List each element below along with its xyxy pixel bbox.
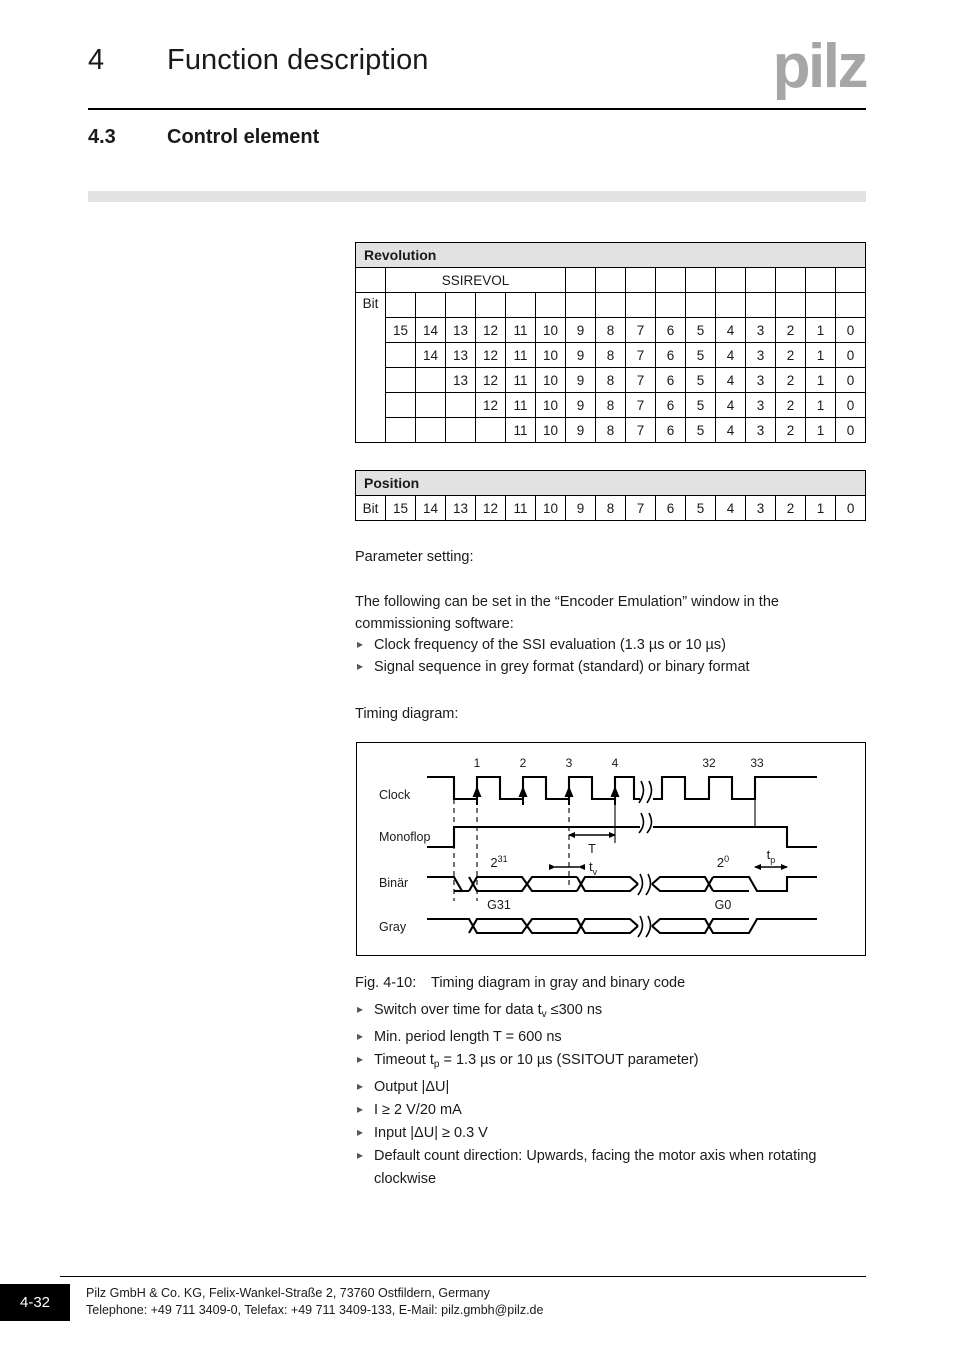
bit-cell: 4 (716, 418, 746, 443)
bit-cell: 1 (806, 318, 836, 343)
empty-cell (746, 268, 776, 293)
bit-cell: 9 (566, 343, 596, 368)
list-item: ▸ Switch over time for data $t_v \le 300$ ns (355, 999, 867, 1026)
signal-label-binar: Binär (379, 876, 409, 890)
empty-cell (416, 393, 446, 418)
empty-cell (836, 268, 866, 293)
bit-cell: 0 (836, 318, 866, 343)
empty-cell (446, 418, 476, 443)
pilz-logo: pilz (772, 32, 866, 101)
bit-cell: 13 (446, 318, 476, 343)
bit-cell: 2 (776, 343, 806, 368)
bit-cell: 8 (596, 368, 626, 393)
binary-lsb-label: $2^0$ (716, 854, 730, 870)
empty-cell (776, 293, 806, 318)
empty-cell (746, 293, 776, 318)
empty-cell (626, 268, 656, 293)
bit-cell: 7 (626, 496, 656, 521)
empty-cell (656, 268, 686, 293)
bit-cell: 11 (506, 368, 536, 393)
table-row (356, 471, 866, 496)
monoflop-break-icon (639, 813, 651, 833)
bit-cell: 2 (776, 318, 806, 343)
empty-cell (476, 418, 506, 443)
bit-cell: 1 (806, 496, 836, 521)
bit-cell: 4 (716, 343, 746, 368)
bit-cell: 3 (746, 318, 776, 343)
revolution-table (355, 242, 866, 443)
list-item: ▸ Signal sequence in grey format (standard) or binary format (355, 656, 867, 678)
empty-cell (386, 418, 416, 443)
settings-bullet-list (355, 634, 867, 678)
empty-cell (386, 343, 416, 368)
figure-caption-label: Fig. 4-10: (355, 975, 417, 991)
table-row (356, 418, 866, 443)
empty-cell (446, 393, 476, 418)
bit-cell: 10 (536, 343, 566, 368)
signal-label-monoflop: Monoflop (379, 830, 431, 844)
bit-cell: 10 (536, 418, 566, 443)
signal-label-gray: Gray (379, 920, 407, 934)
bit-cell: 1 (806, 343, 836, 368)
bit-cell: 12 (476, 393, 506, 418)
bit-cell: 15 (386, 318, 416, 343)
switchtime-dimension (555, 859, 598, 877)
position-table-title: Position (356, 471, 866, 496)
timing-diagram-svg (357, 743, 863, 953)
empty-cell (476, 293, 506, 318)
empty-cell (356, 268, 386, 293)
bit-cell: 9 (566, 318, 596, 343)
empty-cell (536, 293, 566, 318)
chapter-number: 4 (88, 44, 105, 76)
bit-cell: 14 (416, 318, 446, 343)
timing-diagram-label: Timing diagram: (355, 706, 459, 722)
position-table (355, 470, 866, 521)
bit-cell: 14 (416, 496, 446, 521)
list-item: ▸ I ≥ 2 V/20 mA (355, 1099, 867, 1122)
empty-cell (776, 268, 806, 293)
bit-cell: 6 (656, 368, 686, 393)
bit-cell: 8 (596, 343, 626, 368)
footer-line-2: Telephone: +49 711 3409-0, Telefax: +49 711 3409-133, E-Mail: pilz.gmbh@pilz.de (86, 1303, 544, 1317)
list-item: ▸ Input |ΔU| ≥ 0.3 V (355, 1122, 867, 1145)
page-number-badge: 4-32 (0, 1284, 70, 1321)
bit-cell: 2 (776, 393, 806, 418)
empty-cell (716, 268, 746, 293)
empty-cell (566, 293, 596, 318)
gray-msb-label: G31 (487, 898, 511, 912)
signal-labels (379, 788, 430, 934)
bit-cell: 12 (476, 368, 506, 393)
subscript: v (541, 1009, 547, 1020)
revolution-table-title: Revolution (356, 243, 866, 268)
bit-cell: 4 (716, 393, 746, 418)
monoflop-waveform (427, 827, 817, 847)
bit-cell: 8 (596, 496, 626, 521)
table-row (356, 496, 866, 521)
bit-cell: 5 (686, 496, 716, 521)
bit-cell: 8 (596, 393, 626, 418)
bit-cell: 4 (716, 368, 746, 393)
empty-cell (596, 293, 626, 318)
bit-cell: 8 (596, 418, 626, 443)
gray-waveform (427, 919, 817, 933)
clock-cycle-labels (474, 756, 764, 770)
bit-cell: 13 (446, 343, 476, 368)
binar-break-icon (638, 874, 650, 895)
signal-label-clock: Clock (379, 788, 411, 802)
bit-cell: 7 (626, 368, 656, 393)
bit-cell: 0 (836, 368, 866, 393)
footer-line-1: Pilz GmbH & Co. KG, Felix-Wankel-Straße 2, 73760 Ostfildern, Germany (86, 1286, 490, 1300)
empty-cell (416, 368, 446, 393)
bit-cell: 9 (566, 418, 596, 443)
bit-cell: 6 (656, 343, 686, 368)
bit-cell: 7 (626, 318, 656, 343)
parameter-setting-text: Parameter setting: (355, 549, 474, 565)
bit-cell: 13 (446, 496, 476, 521)
section-number: 4.3 (88, 126, 116, 148)
timing-diagram-figure (356, 742, 866, 956)
table-row (356, 368, 866, 393)
bit-cell: 7 (626, 343, 656, 368)
bit-cell: 9 (566, 496, 596, 521)
bit-cell: 6 (656, 393, 686, 418)
bit-cell: 3 (746, 368, 776, 393)
specifications-bullet-list (355, 999, 867, 1191)
bit-cell: 0 (836, 418, 866, 443)
bit-cell: 1 (806, 393, 836, 418)
switchtime-label: $t_v$ (589, 859, 598, 877)
bit-cell: 8 (596, 318, 626, 343)
bit-cell: 11 (506, 343, 536, 368)
bit-cell: 14 (416, 343, 446, 368)
section-accent-bar (88, 191, 866, 202)
timeout-label: $t_p$ (766, 847, 776, 865)
bit-cell: 6 (656, 418, 686, 443)
empty-cell (386, 393, 416, 418)
empty-cell (686, 293, 716, 318)
bit-cell: 3 (746, 418, 776, 443)
empty-cell (656, 293, 686, 318)
table-row (356, 293, 866, 318)
empty-cell (716, 293, 746, 318)
bit-cell: 5 (686, 368, 716, 393)
empty-cell (806, 293, 836, 318)
list-item: ▸ Output |ΔU| (355, 1076, 867, 1099)
empty-cell (416, 418, 446, 443)
bit-cell: 9 (566, 368, 596, 393)
ssirevol-label: SSIREVOL (386, 268, 566, 293)
table-row (356, 318, 866, 343)
list-item: ▸ Min. period length T = 600 ns (355, 1026, 867, 1049)
empty-cell (386, 293, 416, 318)
empty-cell (386, 368, 416, 393)
bit-cell: 6 (656, 496, 686, 521)
bit-cell: 12 (476, 343, 506, 368)
gray-break-icon (638, 916, 650, 937)
table-row (356, 393, 866, 418)
clock-label-32: 32 (702, 756, 716, 770)
period-dimension (569, 835, 615, 856)
bit-cell: 15 (386, 496, 416, 521)
bit-cell: 11 (506, 496, 536, 521)
clock-break-icon (639, 781, 651, 803)
footer-address (86, 1285, 543, 1319)
bit-cell: 5 (686, 393, 716, 418)
bit-cell: 0 (836, 343, 866, 368)
bit-cell: 1 (806, 368, 836, 393)
empty-cell (836, 293, 866, 318)
gray-lsb-label: G0 (714, 898, 732, 912)
encoder-emulation-text: The following can be set in the “Encoder Emulation” window in the commissioning software: (355, 594, 779, 632)
bit-cell: 10 (536, 393, 566, 418)
clock-label-4: 4 (611, 756, 619, 770)
bit-cell: 3 (746, 393, 776, 418)
bit-cell: 13 (446, 368, 476, 393)
bit-cell: 2 (776, 496, 806, 521)
empty-cell (416, 293, 446, 318)
bit-cell: 9 (566, 393, 596, 418)
subscript: p (433, 1059, 440, 1070)
bit-label: Bit (356, 293, 386, 443)
empty-cell (566, 268, 596, 293)
binary-msb-label: $2^{31}$ (490, 854, 508, 870)
bit-cell: 10 (536, 318, 566, 343)
bit-cell: 11 (506, 318, 536, 343)
bit-cell: 7 (626, 418, 656, 443)
section-title: Control element (167, 126, 320, 148)
empty-cell (506, 293, 536, 318)
period-label: T (588, 842, 596, 856)
bit-cell: 3 (746, 496, 776, 521)
clock-label-33: 33 (750, 756, 764, 770)
empty-cell (596, 268, 626, 293)
figure-caption-text: Timing diagram in gray and binary code (431, 975, 686, 991)
bit-cell: 11 (506, 393, 536, 418)
bit-cell: 5 (686, 343, 716, 368)
table-row (356, 243, 866, 268)
list-item: ▸ Clock frequency of the SSI evaluation (1.3 µs or 10 µs) (355, 634, 867, 656)
clock-label-2: 2 (519, 756, 527, 770)
table-row (356, 343, 866, 368)
figure-caption (355, 975, 685, 991)
binar-waveform (427, 877, 817, 891)
clock-waveform (427, 777, 817, 799)
bit-cell: 5 (686, 318, 716, 343)
empty-cell (446, 293, 476, 318)
timeout-dimension (755, 847, 787, 867)
clock-label-3: 3 (565, 756, 573, 770)
bit-cell: 12 (476, 318, 506, 343)
bit-cell: 0 (836, 496, 866, 521)
bit-label: Bit (356, 496, 386, 521)
bit-cell: 5 (686, 418, 716, 443)
bit-cell: 4 (716, 496, 746, 521)
bit-cell: 6 (656, 318, 686, 343)
footer-divider (60, 1276, 866, 1277)
clock-label-1: 1 (473, 756, 481, 770)
empty-cell (686, 268, 716, 293)
list-item: ▸ Default count direction: Upwards, facing the motor axis when rotating clockwise (355, 1145, 867, 1191)
bit-cell: 2 (776, 418, 806, 443)
bit-cell: 12 (476, 496, 506, 521)
bit-cell: 11 (506, 418, 536, 443)
header-divider (88, 108, 866, 110)
empty-cell (806, 268, 836, 293)
bit-cell: 10 (536, 368, 566, 393)
bit-cell: 3 (746, 343, 776, 368)
bit-cell: 2 (776, 368, 806, 393)
empty-cell (626, 293, 656, 318)
bit-cell: 7 (626, 393, 656, 418)
bit-cell: 1 (806, 418, 836, 443)
bit-cell: 10 (536, 496, 566, 521)
list-item: ▸ Timeout $t_p = 1.3$ µs or 10 µs (SSITOUT parameter) (355, 1049, 867, 1076)
chapter-title: Function description (167, 44, 429, 76)
bit-cell: 0 (836, 393, 866, 418)
bit-cell: 4 (716, 318, 746, 343)
table-row (356, 268, 866, 293)
